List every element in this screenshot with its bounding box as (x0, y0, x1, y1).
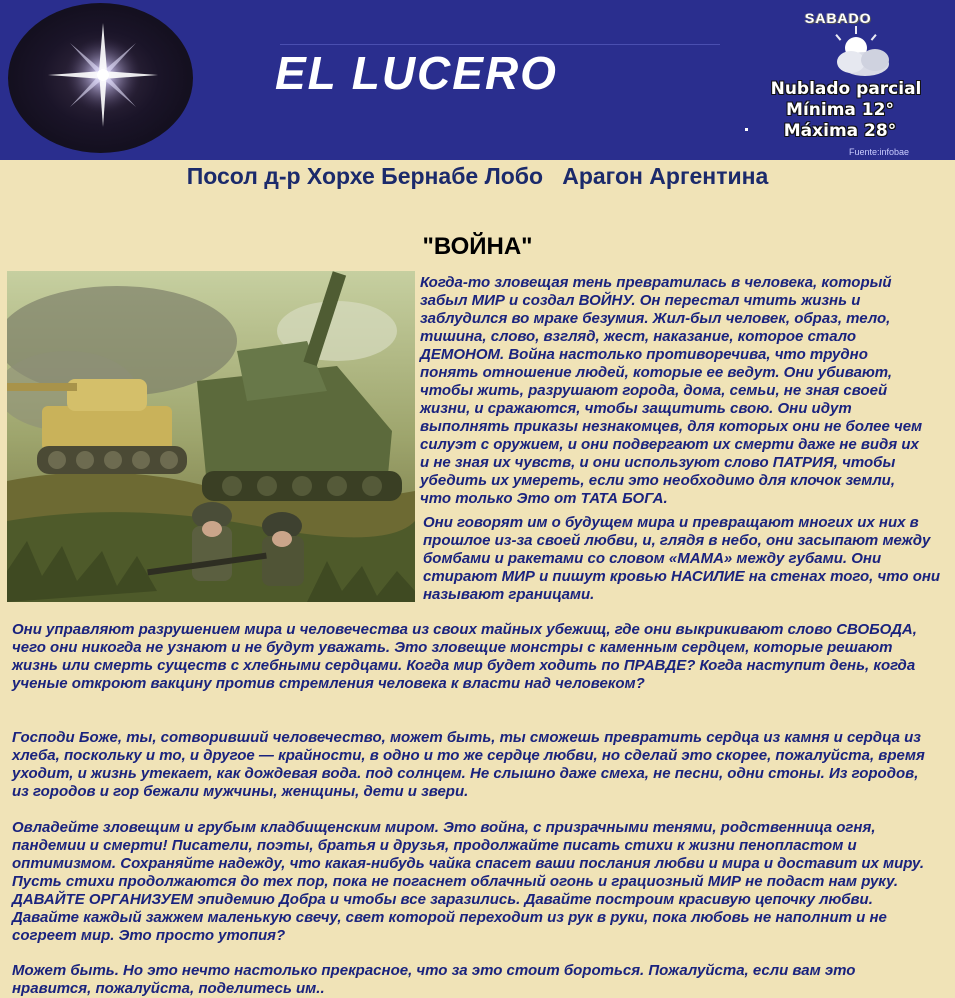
article-paragraph: Они управляют разрушением мира и человечества из своих тайных убежищ, где они выкрикивают слово СВОБОДА, чего они никогда не узнают и не будут уважать. Это зловещие монстры с каменным сердцем, которые решают жизнь или смерть существ с хлебными сердцами. Когда мир будет ходить по ПРАВДЕ? Когда наступит день, когда ученые откроют вакцину против стремления человека к власти над человеком? (12, 621, 917, 692)
site-header (0, 0, 955, 160)
article-paragraph: Может быть. Но это нечто настолько прекрасное, что за это стоит бороться. Пожалуйста, если вам это нравится, пожалуйста, поделитесь им.. (12, 962, 856, 997)
weather-widget (745, 0, 955, 160)
weather-min-temp: Mínima 12° (786, 100, 894, 120)
decorative-dot (745, 128, 748, 131)
article-paragraph: Когда-то зловещая тень превратилась в человека, который забыл МИР и создал ВОЙНУ. Он перестал чтить жизнь и заблудился во мраке безумия. Жил-был человек, образ, тело, тишина, слово, взгляд, жест, наказание, которое стало ДЕМОНОМ. Война настолько противоречива, что трудно понять отношение людей, которые ее ведут. Они убивают, чтобы жить, разрушают города, дома, семьи, не зная своей жизни, и сражаются, чтобы защитить свою. Они идут выполнять приказы незнакомцев, для которых они не более чем силуэт с оружием, и они подвергают их смерти даже не видя их и не зная их чувств, и они используют слово ПАТРИЯ, чтобы убедить их умереть, если это необходимо для клочок земли, что только Это от ТАТА БОГА. (420, 274, 923, 507)
weather-condition: Nublado parcial (770, 79, 922, 99)
weather-day: SABADO (805, 10, 872, 26)
article-paragraph: Овладейте зловещим и грубым кладбищенским миром. Это война, с призрачными тенями, родственница огня, пандемии и смерти! Писатели, поэты, братья и друзья, продолжайте писать стихи к жизни пенопластом и оптимизмом. Сохраняйте надежду, что какая-нибудь чайка спасет ваши послания любви и мира и доставит их миру. Пусть стихи продолжаются до тех пор, пока не погаснет облачный огонь и грациозный МИР не подаст нам руку. ДАВАЙТЕ ОРГАНИЗУЕМ эпидемию Добра и чтобы все заразились. Давайте построим красивую цепочку любви. Давайте каждый зажжем маленькую свечу, свет которой переходит из рук в руки, пока любовь не наполнит и не согреет мир. Это просто утопия? (12, 819, 924, 944)
article-title: "ВОЙНА" (422, 233, 533, 260)
star-logo-icon (8, 3, 193, 153)
article-paragraph: Они говорят им о будущем мира и превращают многих их них в прошлое из-за своей любви, и, глядя в небо, они засыпают между бомбами и ракетами со словом «МАМА» между губами. Они стирают МИР и пишут кровью НАСИЛИЕ на стенах того, что они называют границами. (423, 514, 941, 603)
partly-cloudy-icon (817, 26, 897, 78)
author-byline: Посол д-р Хорхе Бернабе Лобо Арагон Аргентина (186, 163, 769, 189)
weather-max-temp: Máxima 28° (783, 121, 897, 141)
site-title: EL LUCERO (275, 47, 558, 99)
war-illustration-image (7, 271, 415, 602)
weather-source-link[interactable]: Fuente:infobae (849, 147, 910, 157)
header-divider (280, 44, 720, 45)
article-paragraph: Господи Боже, ты, сотворивший человечество, может быть, ты сможешь превратить сердца из камня и сердца из хлеба, поскольку и то, и другое — крайности, в одно и то же сердце любви, но сделай это скорее, пожалуйста, время уходит, и жизнь утекает, как дождевая вода. под солнцем. Не слышно даже смеха, не песни, одни стоны. Из городов, из городов и гор бежали мужчины, женщины, дети и звери. (12, 729, 925, 800)
